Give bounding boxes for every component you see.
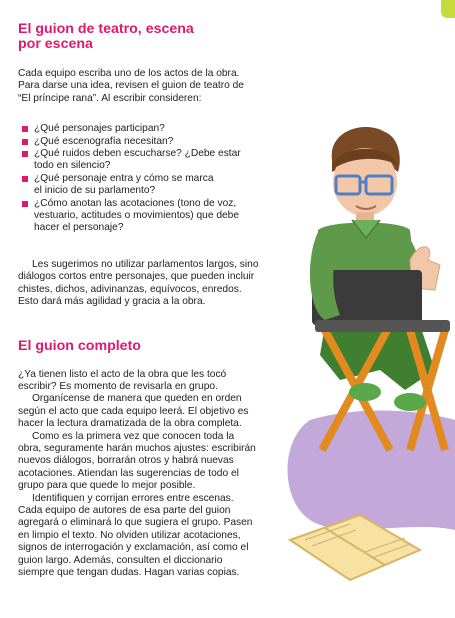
section-heading-guion-completo: El guion completo (18, 337, 141, 354)
text-line: grupo para que quede lo mejor posible. (18, 480, 196, 492)
bullet-square-icon (22, 151, 28, 157)
text-line: agregará o eliminará lo que sugiera el grupo. Pasen (18, 517, 253, 529)
text-line: ¿Qué ruidos deben escucharse? ¿Debe estar (34, 148, 241, 160)
text-line: todo en silencio? (34, 160, 111, 172)
text-line: vestuario, actitudes o movimientos) que debe (34, 210, 239, 222)
shoe (394, 393, 426, 411)
boy-in-directors-chair-illustration (270, 120, 455, 618)
text-line: ¿Qué personajes participan? (34, 123, 165, 135)
text-line: nuevos diálogos, borrarán otros y habrá nuevas (18, 455, 234, 467)
heading-line: El guion de teatro, escena (18, 21, 194, 37)
text-line: acotaciones. Atiendan las sugerencias de todo el (18, 467, 239, 479)
bullet-square-icon (22, 176, 28, 182)
text-line: diálogos cortos entre personajes, que pueden incluir (18, 271, 255, 283)
text-line: ¿Ya tienen listo el acto de la obra que les tocó (18, 368, 227, 380)
text-line: según el acto que cada equipo leerá. El objetivo es (18, 405, 249, 417)
floor-shadow (288, 411, 455, 530)
bullet-square-icon (22, 126, 28, 132)
list-item (18, 136, 283, 148)
text-line: signos de interrogación y exclamación, así como el (18, 542, 249, 554)
text-line: hacer el personaje? (34, 222, 124, 234)
text-line: obra, seguramente harán muchos ajustes: escribirán (18, 442, 256, 454)
body-paragraph (18, 493, 283, 580)
text-line: siempre que tengan dudas. Hagan varias copias. (18, 567, 240, 578)
text-line: chistes, dichos, adivinanzas, equívocos, enredos. (18, 283, 242, 295)
shoe (349, 383, 381, 401)
text-line: ¿Qué personaje entra y cómo se marca (34, 172, 214, 184)
suggestion-paragraph (18, 259, 283, 309)
heading-line: por escena (18, 36, 93, 52)
bullet-square-icon (22, 201, 28, 207)
text-line: Cada equipo escriba uno de los actos de la obra. (18, 68, 240, 79)
section-heading-guion-escena (18, 22, 283, 52)
bullet-square-icon (22, 139, 28, 145)
text-line: hacer la lectura dramatizada de la obra completa. (18, 418, 242, 430)
list-item (18, 173, 283, 198)
text-line: el inicio de su parlamento? (34, 185, 156, 197)
corner-color-tab (441, 0, 455, 18)
text-line: ¿Qué escenografía necesitan? (34, 135, 174, 147)
text-line: “El príncipe rana”. Al escribir consideren: (18, 92, 202, 104)
text-column (18, 22, 283, 579)
text-line: Identifiquen y corrijan errores entre escenas. (32, 492, 234, 504)
text-line: ¿Cómo anotan las acotaciones (tono de voz, (34, 197, 237, 209)
considerations-list (18, 123, 283, 235)
text-line: Cada equipo de autores de esa parte del guion (18, 504, 231, 516)
text-line: Les sugerimos no utilizar parlamentos largos, sino (32, 258, 259, 270)
text-line: escribir? Es momento de revisarla en grupo. (18, 380, 218, 392)
chair-seat (315, 320, 450, 332)
intro-paragraph (18, 68, 283, 105)
body-paragraph (18, 393, 283, 430)
list-item (18, 198, 283, 235)
text-line: Esto dará más agilidad y gracia a la obra. (18, 296, 206, 308)
list-item (18, 123, 283, 135)
list-item (18, 148, 283, 173)
text-line: Para darse una idea, revisen el guion de teatro de (18, 80, 244, 92)
body-paragraph (18, 431, 283, 493)
text-line: Como es la primera vez que conocen toda la (32, 430, 235, 442)
text-line: en limpio el texto. No olviden utilizar acotaciones, (18, 529, 241, 541)
text-line: Organícense de manera que queden en orden (32, 393, 242, 405)
body-paragraph (18, 369, 283, 394)
text-line: guion largo. Además, consulten el diccionario (18, 554, 223, 566)
